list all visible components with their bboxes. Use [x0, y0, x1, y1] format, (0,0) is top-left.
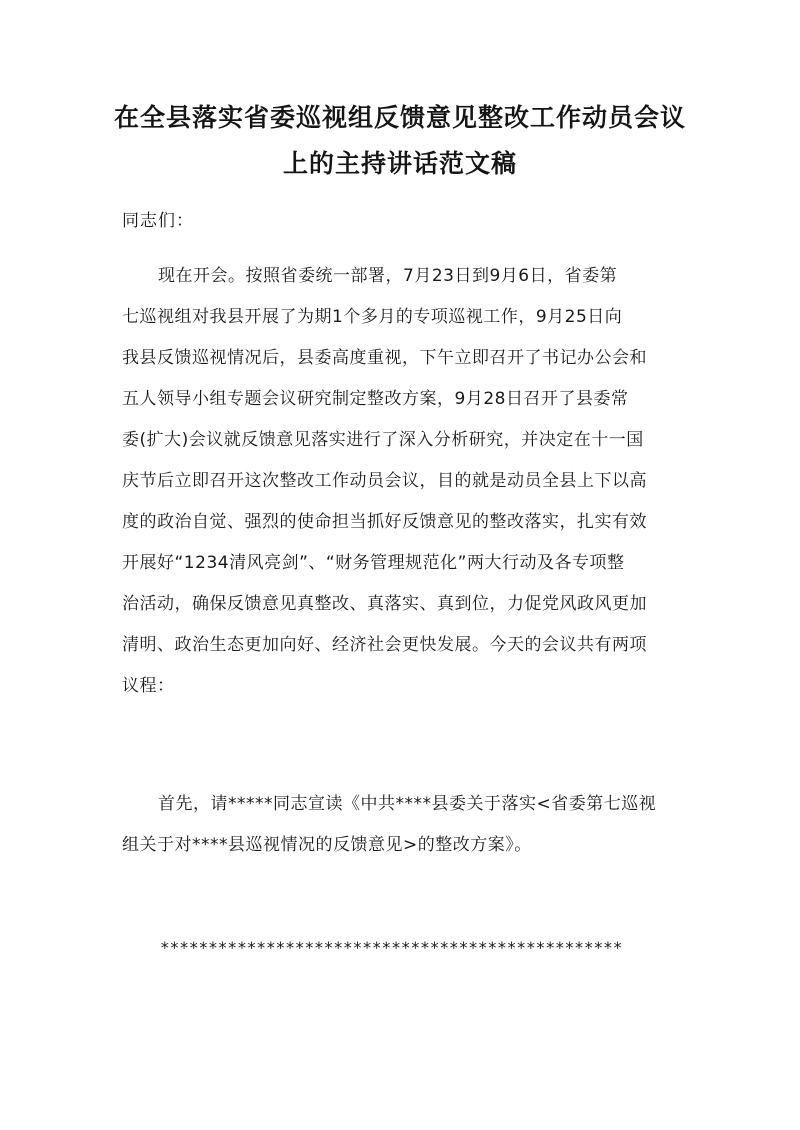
paragraph-1-line-9: 治活动，确保反馈意见真整改、真落实、真到位，力促党风政风更加 — [122, 594, 647, 614]
paragraph-1-line-6: 庆节后立即召开这次整改工作动员会议，目的就是动员全县上下以高 — [122, 471, 647, 491]
paragraph-1-line-4: 五人领导小组专题会议研究制定整改方案，9月28日召开了县委常 — [122, 389, 629, 409]
paragraph-1-line-3: 我县反馈巡视情况后，县委高度重视，下午立即召开了书记办公会和 — [122, 348, 647, 368]
paragraph-2-line-1: 首先，请*****同志宣读《中共****县委关于落实<省委第七巡视 — [158, 794, 657, 814]
paragraph-1-line-8: 开展好“1234清风亮剑”、“财务管理规范化”两大行动及各专项整 — [122, 553, 625, 573]
asterisk-separator: ************************************************ — [160, 938, 623, 957]
document-title-line-1: 在全县落实省委巡视组反馈意见整改工作动员会议 — [113, 103, 686, 132]
paragraph-1-line-2: 七巡视组对我县开展了为期1个多月的专项巡视工作，9月25日向 — [122, 307, 623, 327]
paragraph-1-line-11: 议程： — [122, 676, 175, 696]
salutation: 同志们： — [122, 211, 194, 231]
paragraph-1-line-5: 委(扩大)会议就反馈意见落实进行了深入分析研究，并决定在十一国 — [122, 430, 644, 450]
paragraph-1-line-10: 清明、政治生态更加向好、经济社会更快发展。今天的会议共有两项 — [122, 635, 647, 655]
paragraph-1-line-7: 度的政治自觉、强烈的使命担当抓好反馈意见的整改落实，扎实有效 — [122, 512, 647, 532]
document-title-line-2: 上的主持讲话范文稿 — [282, 149, 517, 178]
paragraph-1-line-1: 现在开会。按照省委统一部署，7月23日到9月6日，省委第 — [158, 266, 618, 286]
paragraph-2-line-2: 组关于对****县巡视情况的反馈意见>的整改方案》。 — [122, 835, 532, 855]
